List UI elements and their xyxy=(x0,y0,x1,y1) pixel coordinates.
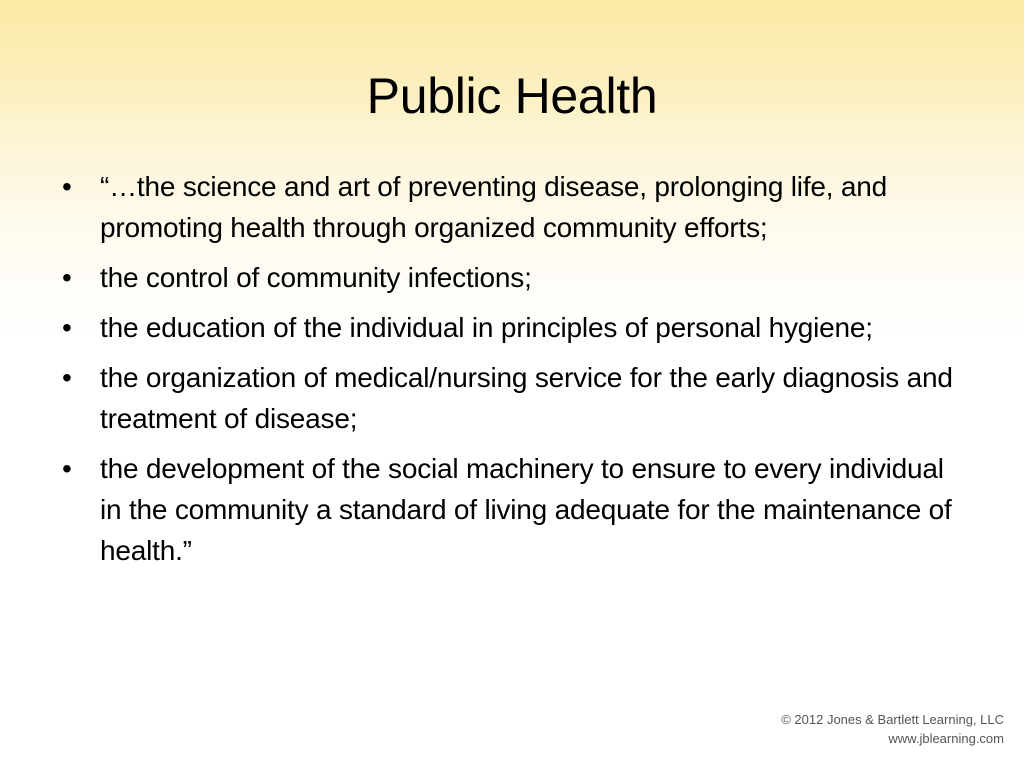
list-item xyxy=(62,448,972,571)
list-item xyxy=(62,257,972,298)
bullet-text: the education of the individual in principles of personal hygiene; xyxy=(100,312,873,343)
bullet-list xyxy=(62,166,972,580)
list-item xyxy=(62,357,972,439)
bullet-icon: • xyxy=(62,362,72,393)
bullet-text: the control of community infections; xyxy=(100,262,532,293)
bullet-icon: • xyxy=(62,171,72,202)
bullet-text: “…the science and art of preventing disease, prolonging life, and promoting health through organized community efforts; xyxy=(100,171,888,243)
list-item xyxy=(62,307,972,348)
slide-title: Public Health xyxy=(366,68,658,124)
publisher-url: www.jblearning.com xyxy=(888,731,1004,746)
copyright-notice xyxy=(781,710,1004,748)
bullet-text: the organization of medical/nursing service for the early diagnosis and treatment of disease; xyxy=(100,362,953,434)
bullet-text: the development of the social machinery to ensure to every individual in the community a standard of living adequate for the maintenance of health.” xyxy=(100,453,952,566)
list-item xyxy=(62,166,972,248)
bullet-icon: • xyxy=(62,312,72,343)
copyright-line: © 2012 Jones & Bartlett Learning, LLC xyxy=(781,712,1004,727)
bullet-icon: • xyxy=(62,453,72,484)
bullet-icon: • xyxy=(62,262,72,293)
